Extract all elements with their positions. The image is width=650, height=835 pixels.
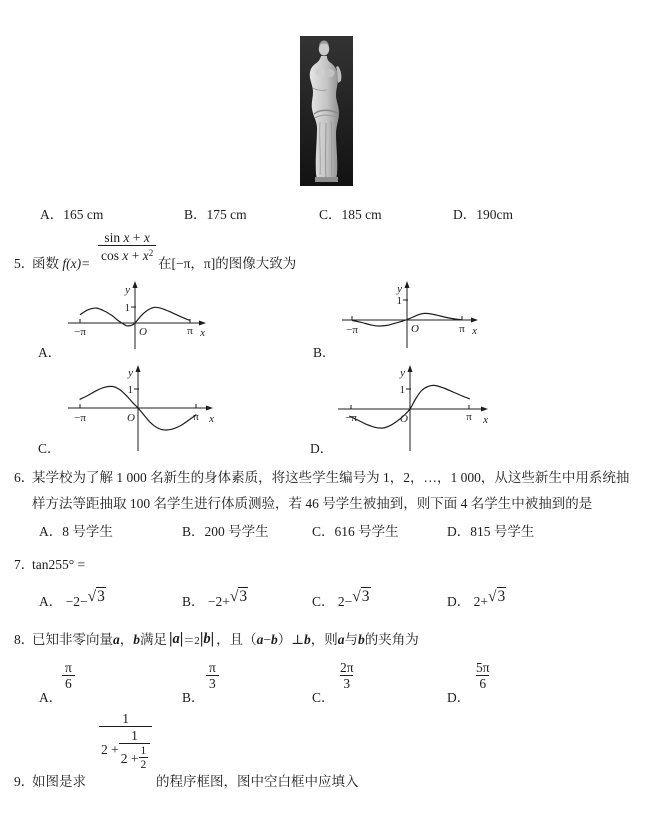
q6-number: 6． [14,470,35,485]
q6-option-c: C．616 号学生 [312,524,399,539]
graph-b-negpi: −π [346,324,358,336]
graph-c-label: C． [38,441,61,456]
q5-lead: 函数 [32,256,59,271]
graph-b-ylabel: y [397,283,402,295]
graph-c-origin: O [127,412,135,424]
q9-stem-tail: 的程序框图，图中空白框中应填入 [156,774,359,789]
sqrt-radical: √3 [229,588,248,605]
q5-function-notation: f(x)= [62,256,91,271]
sqrt-radical: √3 [87,588,105,605]
graph-a-negpi: −π [74,326,86,338]
graph-b-label: B． [313,345,336,360]
q4-option-c: C．185 cm [319,207,382,222]
graph-a-ylabel: y [125,284,130,296]
graph-option-a [58,280,208,352]
graph-a-one: 1 [124,302,130,314]
vector-magnitude-expression: |a|＝2|b| [169,630,215,647]
q7-number: 7． [14,557,35,572]
q7-stem: 7．tan255° = [14,553,85,573]
graph-a-label: A． [38,345,62,360]
q6-option-d: D．815 号学生 [447,524,535,539]
q8-option-b-label: B． [182,690,205,705]
graph-a-xlabel: x [200,327,205,339]
q5-stem-left [14,252,90,272]
q8-option-c-label: C． [312,690,335,705]
sqrt-radical: √3 [488,588,506,605]
q9-continued-fraction: 1 2 + 1 2 + $\frac{1}{2}$ [99,711,152,771]
graph-d-xlabel: x [483,414,488,426]
q8-number: 8． [14,632,35,647]
q4-option-d: D．190cm [453,207,513,222]
graph-c-xlabel: x [209,413,214,425]
q8-option-a-label: A． [39,690,63,705]
graph-b-one: 1 [396,295,402,307]
q8-option-b-fraction: $\frac{\pi}{3}$ [206,661,219,691]
q8-stem: 8． 已知非零向量 a ， b 满足 |a|＝2|b| ，且（ a − b ）⊥ b ，则 a 与 b 的夹角为 [14,630,419,647]
q4-option-b: B．175 cm [184,207,247,222]
q8-option-a-fraction: $\frac{\pi}{6}$ [62,661,75,691]
graph-c-one: 1 [127,384,133,396]
graph-option-d [330,363,490,455]
q5-fraction-numerator: sin x + x [104,230,150,245]
graph-a-pi: π [187,325,193,337]
q7-option-c: C． 2−√3 [312,588,370,609]
graph-d-negpi: −π [345,412,357,424]
graph-b-xlabel: x [472,325,477,337]
q6-option-b: B．200 号学生 [182,524,269,539]
graph-b-pi: π [459,323,465,335]
graph-d-label: D． [310,441,334,456]
q6-line1: 6．某学校为了解 1 000 名新生的身体素质，将这些学生编号为 1，2，…，1 000，从这些新生中用系统抽 [14,466,629,486]
graph-d-ylabel: y [400,367,405,379]
graph-d-pi: π [466,411,472,423]
sqrt-radical: √3 [352,588,370,605]
graph-option-c [58,363,216,455]
graph-c-ylabel: y [128,367,133,379]
q8-option-d-fraction: $\frac{5\pi}{6}$ [476,660,490,691]
q8-option-d-label: D． [447,690,471,705]
graph-option-b [335,280,480,352]
q5-fraction [98,231,156,263]
q5-number: 5． [14,256,35,271]
graph-c-negpi: −π [74,412,86,424]
graph-d-origin: O [400,413,408,425]
q9-number: 9． [14,774,35,789]
q5-fraction-denominator: $\cos x + x^2$ [98,245,156,263]
graph-d-one: 1 [399,384,405,396]
q5-stem-tail: 在[−π，π]的图像大致为 [158,256,297,271]
q7-option-d: D． 2+√3 [447,588,506,609]
graph-c-pi: π [193,411,199,423]
q7-option-b: B． −2+√3 [182,588,248,609]
q7-option-a: A． −2−√3 [39,588,105,609]
q6-line2: 样方法等距抽取 100 名学生进行体质测验，若 46 号学生被抽到，则下面 4 名学生中被抽到的是 [32,496,593,511]
q9-stem-left: 9．如图是求 [14,770,86,790]
statue-photo [300,36,353,186]
q8-option-c-fraction: $\frac{2\pi}{3}$ [340,660,354,691]
q9-cf-level2: 1 2 + $\frac{1}{2}$ [119,728,151,771]
q4-option-a: A．165 cm [40,207,104,222]
q6-option-a: A．8 号学生 [39,524,113,539]
q9-cf-level3: $\frac{1}{2}$ [140,745,147,771]
graph-a-origin: O [139,326,147,338]
graph-b-origin: O [411,323,419,335]
